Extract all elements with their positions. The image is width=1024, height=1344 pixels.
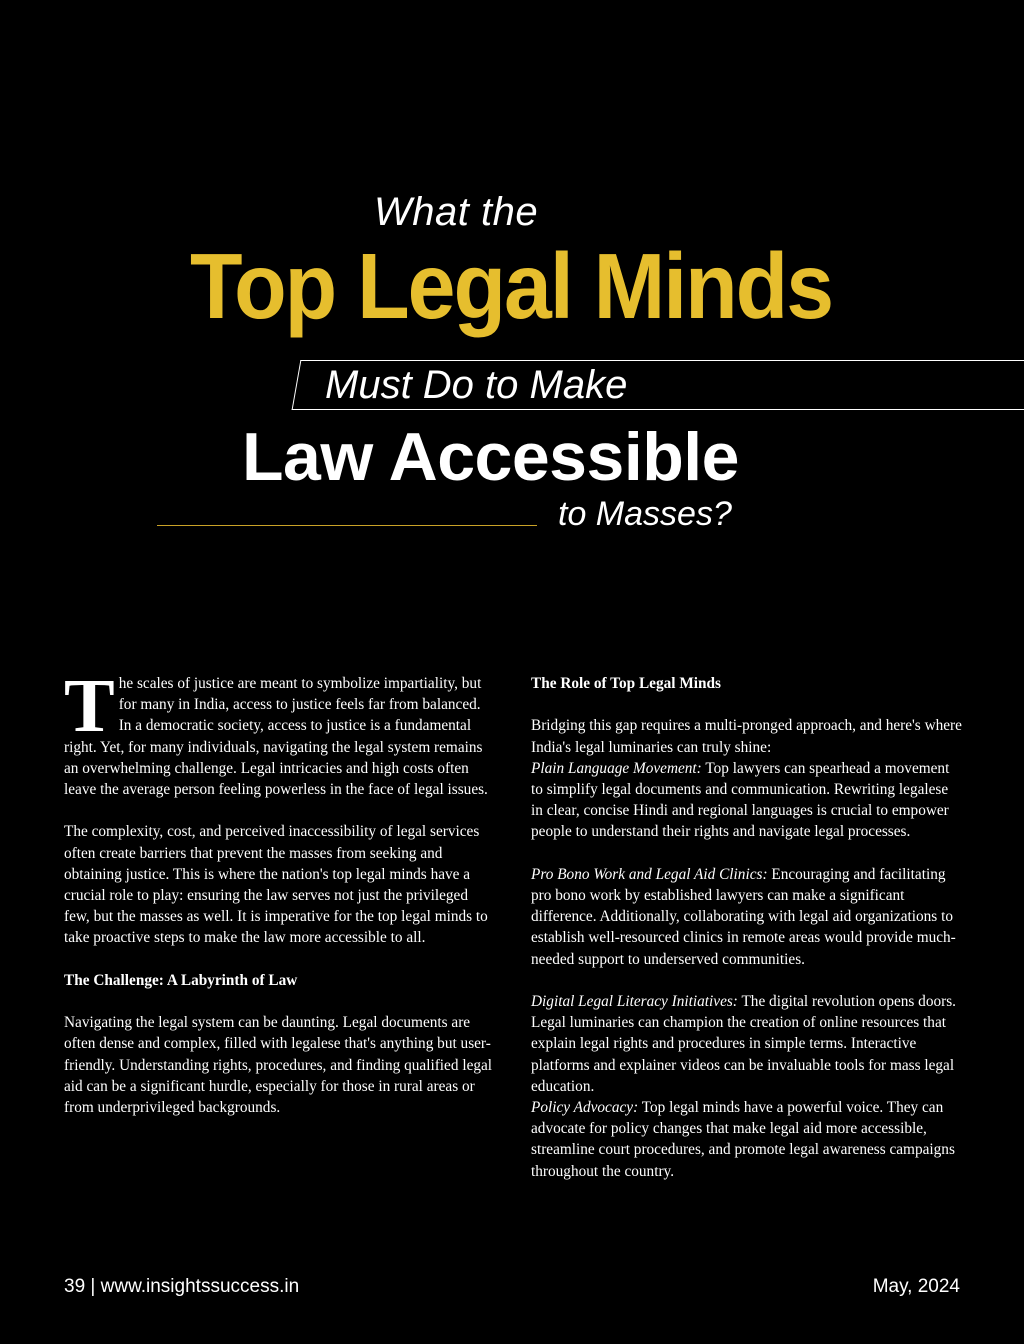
section-heading-challenge: The Challenge: A Labyrinth of Law [64,971,298,989]
list-item-plain-language [531,758,963,843]
drop-cap: T [64,664,115,748]
title-line-what-the: What the [374,190,539,234]
list-item-digital-literacy [531,991,963,1097]
item-text: Encouraging and facilitating pro bono work by established lawyers can make a significant difference. Additionally, collaborating with legal aid organizations to establish well-resourced clinics in remote areas would provide much-needed support to underserved communities. [531,865,956,968]
title-line-law-accessible: Law Accessible [242,419,739,495]
footer-page-and-website: 39 | www.insightssuccess.in [64,1276,300,1297]
item-text: The digital revolution opens doors. Legal luminaries can champion the creation of online resources that explain legal rights and procedures in simple terms. Interactive platforms and explainer videos can be invaluable tools for mass legal education. [531,993,956,1095]
article-column-right [531,673,963,1203]
section-heading-role: The Role of Top Legal Minds [531,675,721,692]
list-item-pro-bono [531,864,963,970]
body-paragraph: The complexity, cost, and perceived inaccessibility of legal services often create barriers that prevent the masses from seeking and obtaining justice. This is where the nation's top legal minds have a crucial role to play: ensuring the law serves not just the privileged few, but the masses as well. It is imperative for the top legal minds to take proactive steps to make the law more accessible to all. [64,823,488,947]
body-paragraph: Bridging this gap requires a multi-pronged approach, and here's where India's legal luminaries can truly shine: [531,717,962,756]
item-text: Top lawyers can spearhead a movement to simplify legal documents and communication. Rewriting legalese in clear, concise Hindi and regional languages is crucial to empower people to understand their rights and navigate legal processes. [531,759,950,841]
intro-text: he scales of justice are meant to symbolize impartiality, but for many in India, access to justice feels far from balanced. In a democratic society, access to justice is a fundamental right. Yet, for many individuals, navigating the legal system remains an overwhelming challenge. Legal intricacies and high costs often leave the average person feeling powerless in the face of legal issues. [64,675,488,799]
body-paragraph: Navigating the legal system can be daunting. Legal documents are often dense and complex, filled with legalese that's anything but user-friendly. Understanding rights, procedures, and finding qualified legal aid can be a significant hurdle, especially for those in rural areas or from underprivileged backgrounds. [64,1014,493,1117]
title-line-must-do: Must Do to Make [325,363,628,407]
footer-date: May, 2024 [872,1276,960,1297]
item-label: Policy Advocacy: [531,1099,639,1117]
item-label: Pro Bono Work and Legal Aid Clinics: [531,865,768,883]
list-item-policy-advocacy [531,1097,963,1182]
title-divider [157,525,537,526]
article-column-left [64,664,496,1139]
intro-paragraph [64,664,496,800]
item-text: Top legal minds have a powerful voice. They can advocate for policy changes that make legal aid more accessible, streamline court procedures, and promote legal awareness campaigns throughout the country. [531,1099,955,1180]
item-label: Digital Legal Literacy Initiatives: [531,993,738,1010]
title-line-to-masses: to Masses? [558,495,732,533]
title-line-top-legal-minds: Top Legal Minds [190,234,833,339]
item-label: Plain Language Movement: [531,759,702,777]
